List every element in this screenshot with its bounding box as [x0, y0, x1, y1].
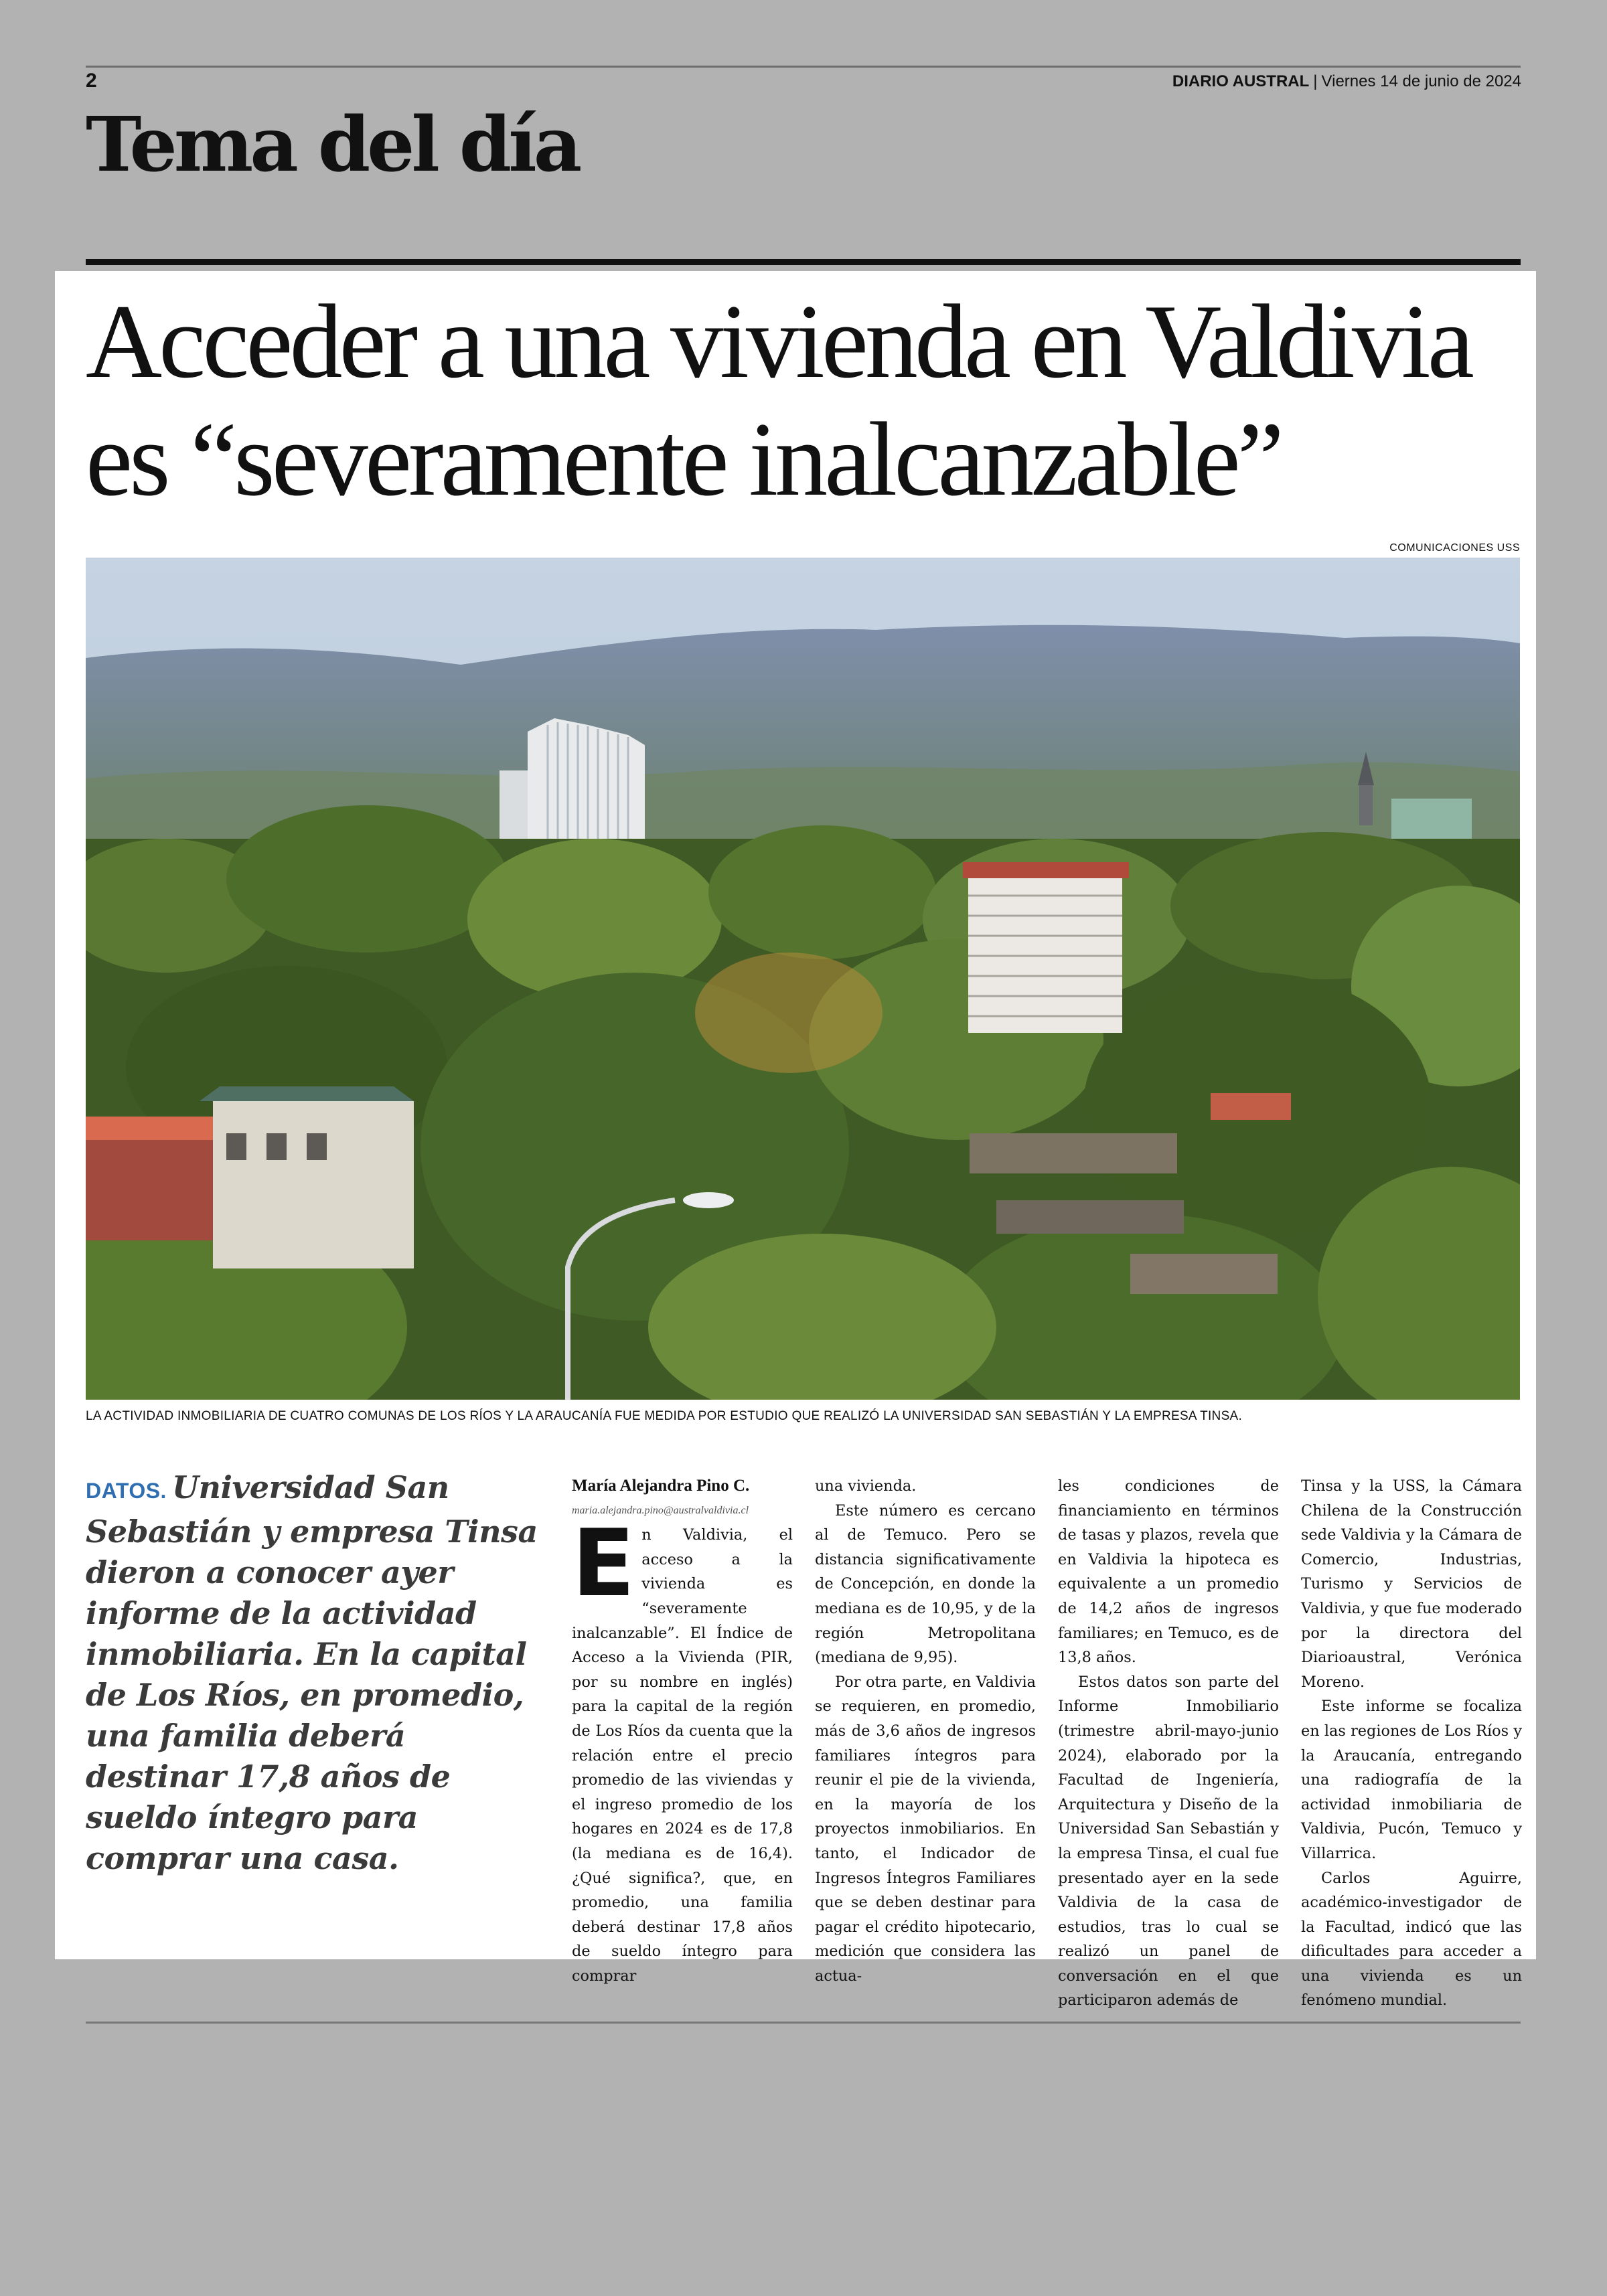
newspaper-name: DIARIO AUSTRAL [1172, 72, 1310, 90]
bottom-rule [86, 2022, 1521, 2024]
paragraph: Este número es cercano al de Temuco. Pero se distancia significativamente de Concepción, en donde la mediana es de 10,95, y de la región Metropolitana (mediana de 9,95). [815, 1501, 1036, 1667]
issue-date: Viernes 14 de junio de 2024 [1321, 72, 1521, 90]
apartment-building [963, 862, 1129, 1033]
paragraph-text: n Valdivia, el acceso a la vivienda es “severamente inalcanzable”. El Índice de Acceso a la Vivienda (PIR, por su nombre en inglés) para la capital de la región de Los Ríos da cuenta que la relación entre el precio promedio de las viviendas y el ingreso promedio de los hogares en 2024 es de 17,8 (la mediana es de 16,4). ¿Qué significa?, que, en promedio, una familia deberá destinar 17,8 años de sueldo íntegro para comprar [572, 1526, 793, 1985]
body-column-3 [1058, 1474, 1279, 2013]
paragraph: Tinsa y la USS, la Cámara Chilena de la Construcción sede Valdivia y la Cámara de Comercio, Industrias, Turismo y Servicios de Valdivia, y que fue moderado por la directora del Diarioaustral, Verónica Moreno. [1301, 1477, 1522, 1691]
paragraph: les condiciones de financiamiento en términos de tasas y plazos, revela que en Valdivia la hipoteca es equivalente a un promedio de 14,2 años de ingresos familiares; en Temuco, es de 13,8 años. [1058, 1477, 1279, 1667]
masthead-separator: | [1313, 72, 1318, 90]
datos-summary [86, 1467, 541, 1879]
paragraph: una vivienda. [815, 1477, 917, 1495]
headline [86, 283, 1539, 519]
drop-cap: E [572, 1509, 635, 1618]
author-email: maria.alejandra.pino@australvaldivia.cl [572, 1504, 749, 1516]
photo-caption: LA ACTIVIDAD INMOBILIARIA DE CUATRO COMUNAS DE LOS RÍOS Y LA ARAUCANÍA FUE MEDIDA POR ESTUDIO QUE REALIZÓ LA UNIVERSIDAD SAN SEBASTIÁN Y LA EMPRESA TINSA. [86, 1409, 1243, 1423]
body-column-4 [1301, 1474, 1522, 2013]
paragraph: Estos datos son parte del Informe Inmobiliario (trimestre abril-mayo-junio 2024), elaborado por la Facultad de Ingeniería, Arquitectura y Diseño de la Universidad San Sebastián y la empresa Tinsa, el cual fue presentado ayer en la sede Valdivia de la casa de estudios, tras lo cual se realizó un panel de conversación en el que participaron además de [1058, 1673, 1279, 2010]
distant-building [1391, 799, 1472, 845]
headline-line-2: es “severamente inalcanzable” [86, 401, 1281, 518]
paragraph: Por otra parte, en Valdivia se requieren, en promedio, más de 3,6 años de ingresos familiares íntegros para reunir el pie de la vivienda, en la mayoría de los proyectos inmobiliarios. En tanto, el Indicador de Ingresos Íntegros Familiares que se deben destinar para pagar el crédito hipotecario, medición que considera las actua- [815, 1673, 1036, 1985]
page-number: 2 [86, 70, 97, 92]
top-rule [86, 66, 1521, 68]
author-name: María Alejandra Pino C. [572, 1477, 750, 1495]
body-column-2 [815, 1474, 1036, 1988]
masthead [1172, 72, 1521, 91]
body-column-1 [572, 1474, 793, 1988]
datos-label: DATOS. [86, 1479, 167, 1503]
section-rule [86, 259, 1521, 265]
photo-credit: COMUNICACIONES USS [1389, 542, 1520, 554]
paragraph: Este informe se focaliza en las regiones de Los Ríos y la Araucanía, entregando una radiografía de la actividad inmobiliaria de Valdivia, Pucón, Temuco y Villarrica. [1301, 1698, 1522, 1862]
section-title: Tema del día [86, 101, 579, 189]
article [55, 271, 1536, 2010]
headline-line-1: Acceder a una vivienda en Valdivia [86, 283, 1471, 400]
datos-text: Universidad San Sebastián y empresa Tinsa dieron a conocer ayer informe de la actividad inmobiliaria. En la capital de Los Ríos, en promedio, una familia deberá destinar 17,8 años de sueldo íntegro para comprar una casa. [86, 1469, 538, 1876]
city-photo [86, 558, 1520, 1400]
paragraph: Carlos Aguirre, académico-investigador de la Facultad, indicó que las dificultades para acceder a una vivienda es un fenómeno mundial. [1301, 1869, 1522, 2010]
